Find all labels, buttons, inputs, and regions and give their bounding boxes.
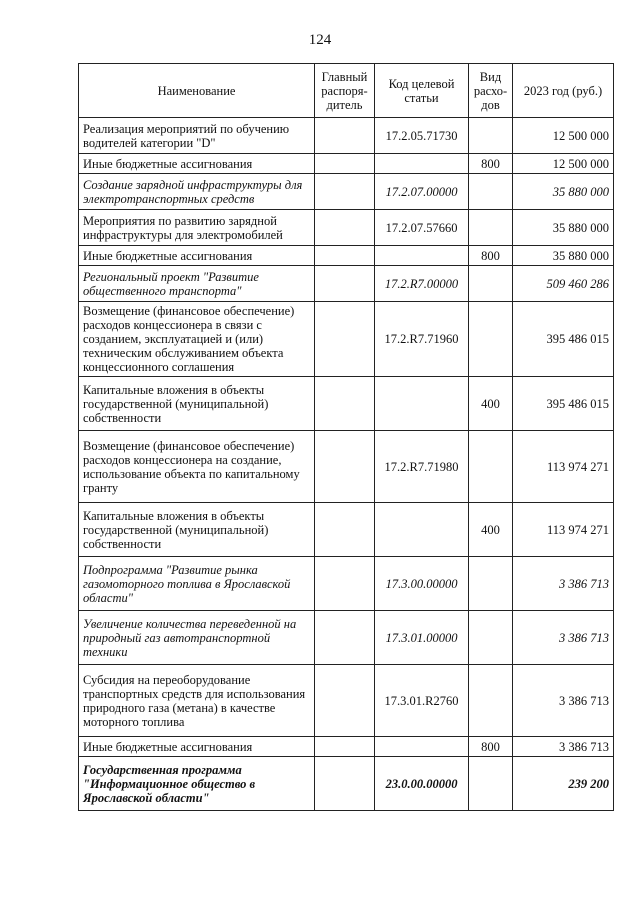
cell-amount: 35 880 000 bbox=[513, 210, 614, 246]
cell-main-manager bbox=[315, 431, 375, 503]
table-row bbox=[79, 266, 614, 302]
cell-expense-type bbox=[469, 431, 513, 503]
cell-expense-type bbox=[469, 757, 513, 811]
table-body bbox=[79, 118, 614, 811]
cell-target-code: 17.3.01.00000 bbox=[375, 611, 469, 665]
table-header-row bbox=[79, 64, 614, 118]
cell-name: Государственная программа "Информационное общество в Ярославской области" bbox=[79, 757, 315, 811]
cell-expense-type bbox=[469, 557, 513, 611]
cell-target-code: 17.2.R7.00000 bbox=[375, 266, 469, 302]
cell-main-manager bbox=[315, 174, 375, 210]
cell-main-manager bbox=[315, 246, 375, 266]
table-row bbox=[79, 557, 614, 611]
cell-main-manager bbox=[315, 266, 375, 302]
cell-name: Подпрограмма "Развитие рынка газомоторного топлива в Ярославской области" bbox=[79, 557, 315, 611]
cell-amount: 12 500 000 bbox=[513, 118, 614, 154]
table-row bbox=[79, 154, 614, 174]
cell-main-manager bbox=[315, 377, 375, 431]
cell-main-manager bbox=[315, 210, 375, 246]
cell-main-manager bbox=[315, 118, 375, 154]
cell-main-manager bbox=[315, 757, 375, 811]
cell-expense-type bbox=[469, 266, 513, 302]
header-target-code: Код целевой статьи bbox=[375, 64, 469, 118]
cell-amount: 3 386 713 bbox=[513, 665, 614, 737]
cell-target-code bbox=[375, 737, 469, 757]
table-row bbox=[79, 302, 614, 377]
cell-main-manager bbox=[315, 611, 375, 665]
cell-expense-type: 400 bbox=[469, 503, 513, 557]
cell-amount: 395 486 015 bbox=[513, 302, 614, 377]
table-row bbox=[79, 210, 614, 246]
cell-name: Региональный проект "Развитие общественного транспорта" bbox=[79, 266, 315, 302]
cell-expense-type bbox=[469, 210, 513, 246]
cell-amount: 12 500 000 bbox=[513, 154, 614, 174]
table-row bbox=[79, 118, 614, 154]
cell-name: Реализация мероприятий по обучению водителей категории "D" bbox=[79, 118, 315, 154]
cell-expense-type bbox=[469, 665, 513, 737]
header-main-manager: Главный распоря-дитель bbox=[315, 64, 375, 118]
cell-amount: 509 460 286 bbox=[513, 266, 614, 302]
header-expense-type: Вид расхо-дов bbox=[469, 64, 513, 118]
cell-target-code: 17.3.00.00000 bbox=[375, 557, 469, 611]
cell-name: Капитальные вложения в объекты государственной (муниципальной) собственности bbox=[79, 377, 315, 431]
table-row bbox=[79, 665, 614, 737]
cell-name: Капитальные вложения в объекты государственной (муниципальной) собственности bbox=[79, 503, 315, 557]
table-row bbox=[79, 757, 614, 811]
cell-expense-type: 800 bbox=[469, 737, 513, 757]
cell-target-code bbox=[375, 154, 469, 174]
cell-target-code: 17.2.07.57660 bbox=[375, 210, 469, 246]
table-row bbox=[79, 737, 614, 757]
cell-main-manager bbox=[315, 665, 375, 737]
budget-table bbox=[78, 63, 614, 811]
cell-name: Увеличение количества переведенной на природный газ автотранспортной техники bbox=[79, 611, 315, 665]
cell-target-code bbox=[375, 377, 469, 431]
cell-amount: 35 880 000 bbox=[513, 174, 614, 210]
cell-amount: 395 486 015 bbox=[513, 377, 614, 431]
cell-name: Иные бюджетные ассигнования bbox=[79, 154, 315, 174]
table-row bbox=[79, 503, 614, 557]
cell-amount: 239 200 bbox=[513, 757, 614, 811]
cell-target-code: 17.2.R7.71960 bbox=[375, 302, 469, 377]
cell-main-manager bbox=[315, 503, 375, 557]
table-row bbox=[79, 611, 614, 665]
cell-expense-type: 800 bbox=[469, 154, 513, 174]
cell-name: Иные бюджетные ассигнования bbox=[79, 246, 315, 266]
cell-amount: 3 386 713 bbox=[513, 737, 614, 757]
cell-expense-type bbox=[469, 118, 513, 154]
cell-amount: 35 880 000 bbox=[513, 246, 614, 266]
cell-name: Создание зарядной инфраструктуры для электротранспортных средств bbox=[79, 174, 315, 210]
cell-name: Мероприятия по развитию зарядной инфраструктуры для электромобилей bbox=[79, 210, 315, 246]
cell-target-code: 23.0.00.00000 bbox=[375, 757, 469, 811]
header-name: Наименование bbox=[79, 64, 315, 118]
cell-expense-type bbox=[469, 611, 513, 665]
cell-main-manager bbox=[315, 154, 375, 174]
cell-main-manager bbox=[315, 737, 375, 757]
cell-target-code: 17.2.07.00000 bbox=[375, 174, 469, 210]
table-row bbox=[79, 377, 614, 431]
cell-target-code: 17.2.05.71730 bbox=[375, 118, 469, 154]
cell-name: Иные бюджетные ассигнования bbox=[79, 737, 315, 757]
cell-amount: 3 386 713 bbox=[513, 557, 614, 611]
cell-expense-type: 800 bbox=[469, 246, 513, 266]
cell-name: Возмещение (финансовое обеспечение) расходов концессионера на создание, использование объекта по капитальному гранту bbox=[79, 431, 315, 503]
cell-amount: 113 974 271 bbox=[513, 431, 614, 503]
table-row bbox=[79, 174, 614, 210]
cell-main-manager bbox=[315, 302, 375, 377]
cell-name: Субсидия на переоборудование транспортных средств для использования природного газа (метана) в качестве моторного топлива bbox=[79, 665, 315, 737]
cell-amount: 113 974 271 bbox=[513, 503, 614, 557]
cell-expense-type bbox=[469, 302, 513, 377]
cell-target-code bbox=[375, 503, 469, 557]
cell-target-code: 17.2.R7.71980 bbox=[375, 431, 469, 503]
table-row bbox=[79, 431, 614, 503]
cell-target-code: 17.3.01.R2760 bbox=[375, 665, 469, 737]
cell-target-code bbox=[375, 246, 469, 266]
cell-name: Возмещение (финансовое обеспечение) расходов концессионера в связи с созданием, эксплуатацией и (или) техническим обслуживанием объекта концессионного соглашения bbox=[79, 302, 315, 377]
cell-expense-type: 400 bbox=[469, 377, 513, 431]
header-amount-2023: 2023 год (руб.) bbox=[513, 64, 614, 118]
cell-amount: 3 386 713 bbox=[513, 611, 614, 665]
page-number: 124 bbox=[308, 32, 332, 48]
table-row bbox=[79, 246, 614, 266]
cell-main-manager bbox=[315, 557, 375, 611]
cell-expense-type bbox=[469, 174, 513, 210]
